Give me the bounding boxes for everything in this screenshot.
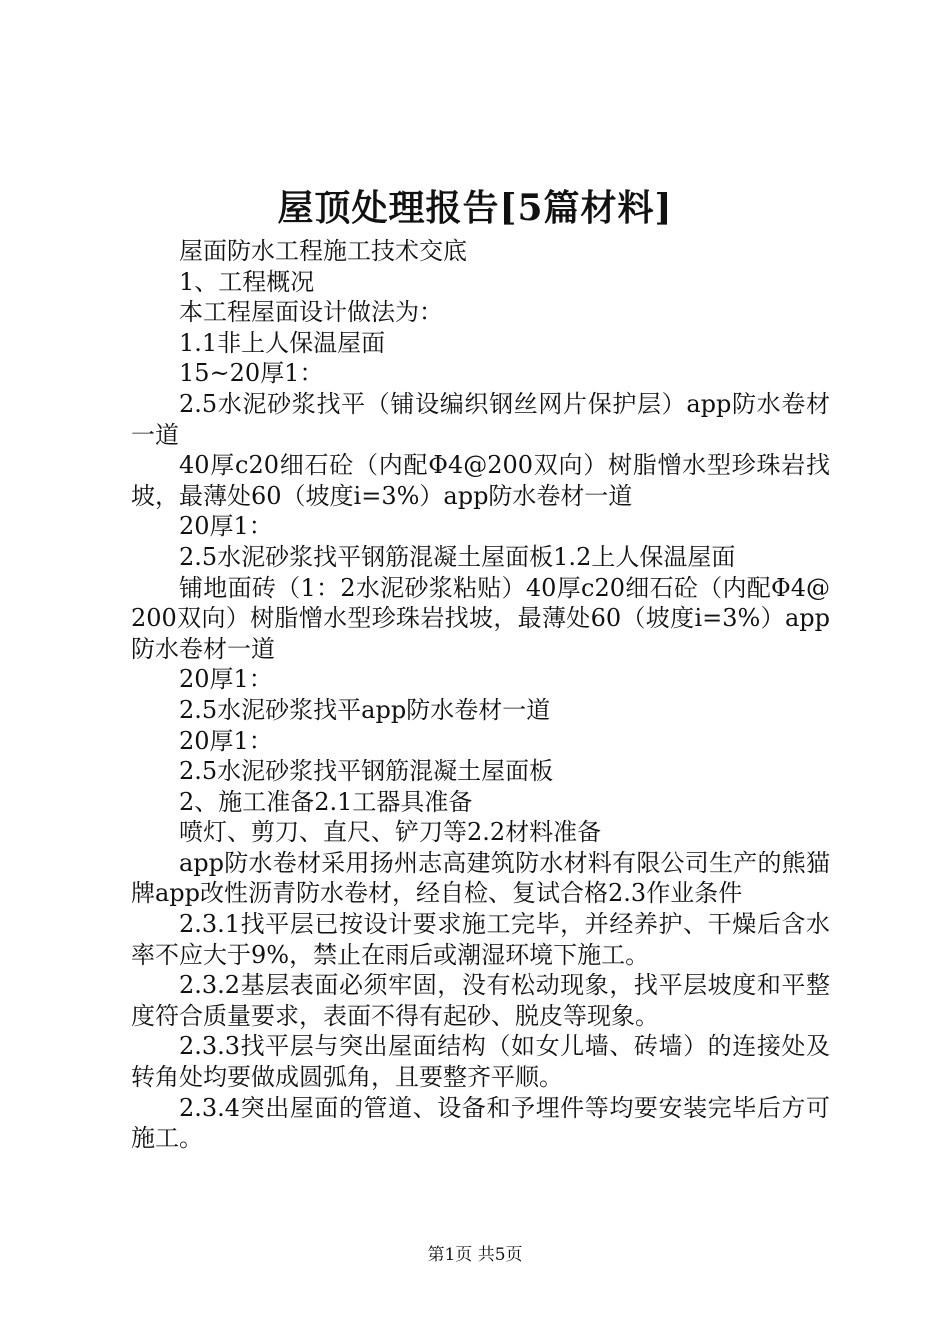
paragraph: 1.1非上人保温屋面 — [179, 328, 386, 357]
paragraph: 2.5水泥砂浆找平（铺设编织钢丝网片保护层）app防水卷材一道 — [131, 389, 830, 449]
paragraph: 2.5水泥砂浆找平钢筋混凝土屋面板 — [179, 757, 554, 786]
paragraph: 2.3.4突出屋面的管道、设备和予埋件等均要安装完毕后方可施工。 — [131, 1093, 830, 1153]
paragraph: 铺地面砖（1：2水泥砂浆粘贴）40厚c20细石砼（内配Φ4@200双向）树脂憎水型珍珠岩找坡，最薄处60（坡度i=3%）app防水卷材一道 — [131, 573, 830, 663]
document-body — [131, 236, 830, 1154]
paragraph: 40厚c20细石砼（内配Φ4@200双向）树脂憎水型珍珠岩找坡，最薄处60（坡度i=3%）app防水卷材一道 — [131, 451, 830, 510]
paragraph: 20厚1： — [179, 726, 273, 755]
paragraph: 2.3.2基层表面必须牢固，没有松动现象，找平层坡度和平整度符合质量要求，表面不得有起砂、脱皮等现象。 — [131, 971, 830, 1030]
paragraph: 15~20厚1： — [179, 359, 324, 388]
paragraph: 2、施工准备2.1工器具准备 — [179, 787, 473, 816]
paragraph: app防水卷材采用扬州志高建筑防水材料有限公司生产的熊猫牌app改性沥青防水卷材，经自检、复试合格2.3作业条件 — [131, 848, 830, 908]
paragraph: 本工程屋面设计做法为： — [179, 298, 443, 327]
paragraph: 2.5水泥砂浆找平app防水卷材一道 — [179, 695, 551, 724]
paragraph: 屋面防水工程施工技术交底 — [179, 237, 467, 265]
paragraph: 2.3.3找平层与突出屋面结构（如女儿墙、砖墙）的连接处及转角处均要做成圆弧角，且要整齐平顺。 — [131, 1032, 830, 1092]
paragraph: 20厚1： — [179, 665, 273, 694]
paragraph: 2.3.1找平层已按设计要求施工完毕，并经养护、干燥后含水率不应大于9%，禁止在雨后或潮湿环境下施工。 — [131, 910, 830, 969]
paragraph: 喷灯、剪刀、直尺、铲刀等2.2材料准备 — [179, 818, 602, 847]
page-number-footer: 第1页 共5页 — [427, 1245, 523, 1265]
paragraph: 2.5水泥砂浆找平钢筋混凝土屋面板1.2上人保温屋面 — [179, 542, 736, 571]
paragraph: 1、工程概况 — [179, 267, 315, 296]
document-title: 屋顶处理报告[5篇材料] — [277, 187, 673, 229]
paragraph: 20厚1： — [179, 512, 273, 541]
